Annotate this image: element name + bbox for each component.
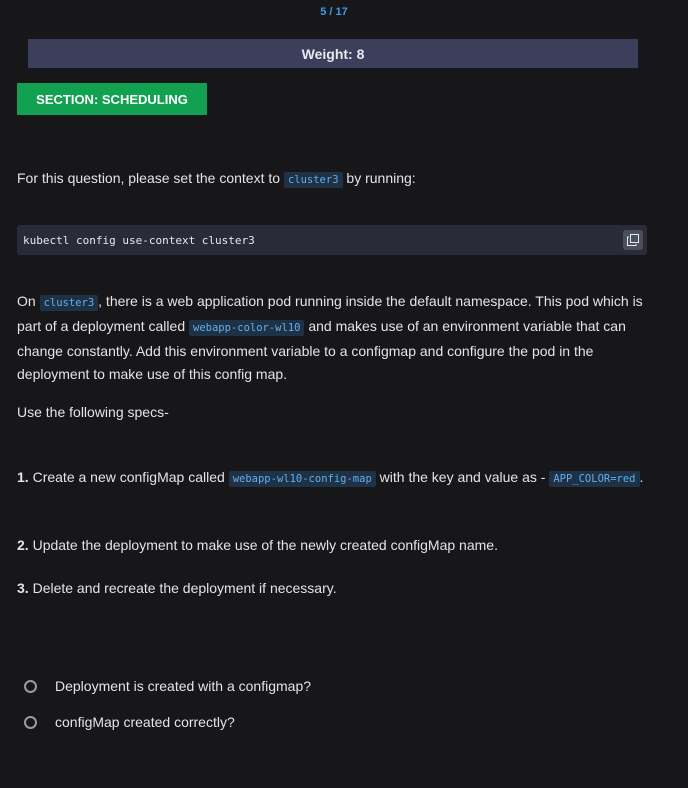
step-1 — [17, 466, 657, 491]
description-text — [17, 290, 657, 386]
section-label: SECTION: SCHEDULING — [36, 91, 188, 107]
weight-label: Weight: 8 — [301, 45, 365, 62]
step-2-text: Update the deployment to make use of the newly created configMap name. — [32, 537, 498, 553]
step-1-text2: with the key and value as - — [379, 469, 546, 485]
copy-button[interactable] — [623, 230, 643, 250]
radio-icon[interactable] — [24, 680, 37, 693]
section-badge — [17, 83, 207, 115]
desc-on: On — [17, 293, 36, 309]
question-counter: 5 / 17 — [320, 6, 348, 18]
deployment-code: webapp-color-wl10 — [189, 320, 304, 336]
context-code: cluster3 — [284, 172, 343, 188]
weight-banner — [28, 39, 638, 68]
step-1-end: . — [639, 469, 644, 485]
check-item-deployment[interactable] — [24, 678, 311, 694]
step-2 — [17, 534, 657, 557]
check-label-configmap: configMap created correctly? — [55, 714, 235, 730]
intro-after: by running: — [346, 170, 416, 186]
cluster-code: cluster3 — [40, 295, 99, 311]
configmap-code: webapp-wl10-config-map — [229, 471, 376, 487]
step-2-number: 2. — [17, 537, 29, 553]
step-3 — [17, 577, 657, 600]
command-text: kubectl config use-context cluster3 — [23, 233, 255, 247]
command-code-block — [17, 225, 647, 255]
step-3-text: Delete and recreate the deployment if necessary. — [32, 580, 337, 596]
specs-label: Use the following specs- — [17, 404, 169, 420]
app-color-code: APP_COLOR=red — [549, 471, 639, 487]
intro-text — [17, 167, 657, 192]
step-1-number: 1. — [17, 469, 29, 485]
check-item-configmap[interactable] — [24, 714, 235, 730]
step-3-number: 3. — [17, 580, 29, 596]
step-1-text: Create a new configMap called — [32, 469, 225, 485]
radio-icon[interactable] — [24, 716, 37, 729]
desc-text2: and makes use of an environment variable that can change constantly. Add this environment variable to a configmap and configure the pod in the deployment to make use of this config map. — [17, 318, 626, 382]
check-label-deployment: Deployment is created with a configmap? — [55, 678, 312, 694]
desc-text1: , there is a web application pod running inside the default namespace. This pod which is part of a deployment called — [17, 293, 643, 334]
intro-before: For this question, please set the context to — [17, 170, 281, 186]
copy-icon — [627, 234, 639, 246]
